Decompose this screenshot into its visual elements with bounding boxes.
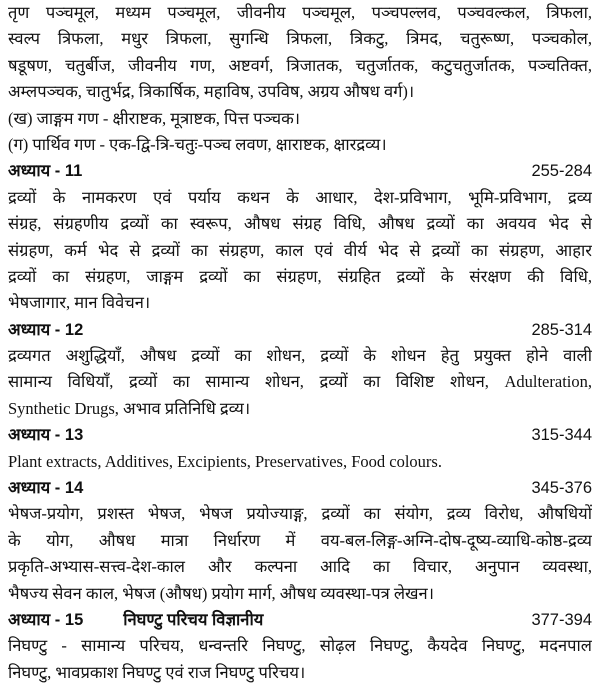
text-line: तृण पञ्चमूल, मध्यम पञ्चमूल, जीवनीय पञ्चमूल, पञ्चपल्लव, पञ्चवल्कल, त्रिफला,	[8, 3, 592, 22]
text-line: भैषज्य सेवन काल, भेषज (औषध) प्रयोग मार्ग, औषध व्यवस्था-पत्र लेखन।	[8, 583, 434, 603]
page-range: 377-394	[531, 610, 592, 629]
page-range: 345-376	[531, 479, 592, 498]
text-line: निघण्टु - सामान्य परिचय, धन्वन्तरि निघण्टु, सोढ़ल निघण्टु, कैयदेव निघण्टु, मदनपाल	[8, 636, 592, 656]
text-line: भेषजागार, मान विवेचन।	[8, 293, 151, 313]
chapter-12	[8, 317, 592, 423]
text-line: संग्रह, संग्रहणीय द्रव्यों का स्वरूप, औषध संग्रह विधि, औषध द्रव्यों का अवयव भेद से	[8, 214, 592, 234]
text-line: द्रव्यों के नामकरण एवं पर्याय कथन के आधार, देश-प्रविभाग, भूमि-प्रविभाग, द्रव्य	[8, 187, 592, 207]
text-line: प्रकृति-अभ्यास-सत्त्व-देश-काल और कल्पना आदि का विचार, अनुपान व्यवस्था,	[8, 557, 592, 577]
chapter-title: अध्याय - 12	[8, 320, 84, 339]
text-line: (ख) जाङ्गम गण - क्षीराष्टक, मूत्राष्टक, पित्त पञ्चक।	[8, 108, 301, 128]
text-line: षडूषण, चतुर्बीज, जीवनीय गण, अष्टवर्ग, त्रिजातक, चतुर्जातक, कटुचतुर्जातक, पञ्चतिक्त,	[8, 55, 592, 75]
text-line: संग्रहण, कर्म भेद से द्रव्यों का संग्रहण, काल एवं वीर्य भेद से द्रव्यों का संग्रहण, आहार	[8, 240, 592, 260]
text-line: द्रव्यों का संग्रहण, जाङ्गम द्रव्यों का संग्रहण, संग्रहित द्रव्यों के संरक्षण की विधि,	[8, 266, 592, 286]
text-line: द्रव्यगत अशुद्धियाँ, औषध द्रव्यों का शोधन, द्रव्यों के शोधन हेतु प्रयुक्त होने वाली	[8, 346, 592, 366]
chapter-title: अध्याय - 11	[8, 162, 83, 181]
chapter-11	[8, 158, 592, 316]
text-line: अम्लपञ्चक, चातुर्भद्र, त्रिकार्षिक, महाविष, उपविष, अग्रय औषध वर्ग)।	[8, 82, 415, 102]
intro-block	[8, 0, 592, 158]
page-range: 315-344	[531, 426, 592, 445]
chapter-13	[8, 422, 592, 475]
page-range: 255-284	[531, 162, 592, 181]
text-line: (ग) पार्थिव गण - एक-द्वि-त्रि-चतुः-पञ्च लवण, क्षाराष्टक, क्षारद्रव्य।	[8, 134, 387, 154]
text-line: सामान्य विधियाँ, द्रव्यों का सामान्य शोधन, द्रव्यों का विशिष्ट शोधन, Adulteration,	[8, 372, 592, 392]
chapter-heading	[8, 607, 592, 633]
chapter-15	[8, 607, 592, 686]
text-line: के योग, औषध मात्रा निर्धारण में वय-बल-लिङ्ग-अग्नि-दोष-दूष्य-व्याधि-कोष्ठ-द्रव्य	[8, 530, 592, 550]
chapter-heading	[8, 317, 592, 343]
chapter-heading	[8, 422, 592, 448]
text-line: भेषज-प्रयोग, प्रशस्त भेषज, भेषज प्रयोज्याङ्ग, द्रव्यों का संयोग, द्रव्य विरोध, औषधियों	[8, 504, 592, 524]
text-line: Plant extracts, Additives, Excipients, Preservatives, Food colours.	[8, 451, 442, 471]
text-line: Synthetic Drugs, अभाव प्रतिनिधि द्रव्य।	[8, 398, 251, 418]
text-line: निघण्टु, भावप्रकाश निघण्टु एवं राज निघण्टु परिचय।	[8, 662, 306, 682]
chapter-subtitle: निघण्टु परिचय विज्ञानीय	[123, 610, 264, 629]
page-range: 285-314	[531, 320, 592, 339]
chapter-title: अध्याय - 15	[8, 610, 84, 629]
text-line: स्वल्प त्रिफला, मधुर त्रिफला, सुगन्धि त्रिफला, त्रिकटु, त्रिमद, चतुरूष्ण, पञ्चकोल,	[8, 29, 592, 49]
chapter-title: अध्याय - 14	[8, 479, 84, 498]
chapter-heading	[8, 475, 592, 501]
chapter-title: अध्याय - 13	[8, 426, 84, 445]
chapter-title-group	[8, 607, 263, 633]
chapter-heading	[8, 158, 592, 184]
chapter-14	[8, 475, 592, 607]
